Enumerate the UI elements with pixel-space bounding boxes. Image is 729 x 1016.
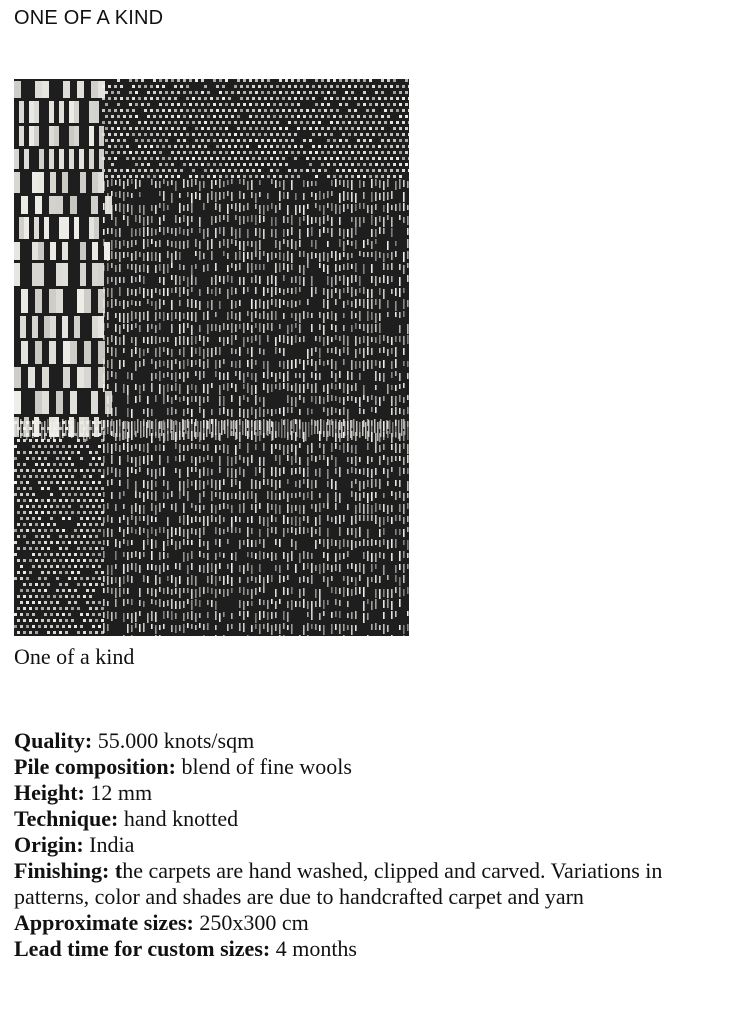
spec-label: Finishing: t — [14, 858, 123, 883]
rug-pattern-graphic — [14, 79, 409, 636]
spec-label: Origin: — [14, 832, 84, 857]
spec-value: India — [83, 832, 135, 857]
spec-label: Pile composition: — [14, 754, 176, 779]
spec-value: 250x300 cm — [193, 910, 309, 935]
spec-label: Quality: — [14, 728, 93, 753]
page-title: ONE OF A KIND — [14, 7, 164, 29]
spec-label: Technique: — [14, 806, 119, 831]
spec-value: blend of fine wools — [175, 754, 352, 779]
spec-value: hand knotted — [118, 806, 239, 831]
spec-value: he carpets are hand washed, clipped and carved. Variations in patterns, color and shades are due to handcrafted carpet and yarn — [14, 858, 663, 909]
spec-label: Height: — [14, 780, 85, 805]
image-caption: One of a kind — [14, 644, 135, 669]
spec-pile-composition — [14, 754, 664, 780]
spec-lead-time — [14, 936, 664, 962]
spec-label: Approximate sizes: — [14, 910, 194, 935]
spec-quality — [14, 728, 664, 754]
spec-value: 55.000 knots/sqm — [92, 728, 255, 753]
spec-finishing — [14, 858, 664, 910]
spec-technique — [14, 806, 664, 832]
spec-label: Lead time for custom sizes: — [14, 936, 271, 961]
spec-value: 4 months — [270, 936, 357, 961]
product-specs — [14, 728, 664, 962]
spec-value: 12 mm — [84, 780, 153, 805]
spec-approximate-sizes — [14, 910, 664, 936]
spec-origin — [14, 832, 664, 858]
rug-image — [14, 79, 409, 636]
spec-height — [14, 780, 664, 806]
